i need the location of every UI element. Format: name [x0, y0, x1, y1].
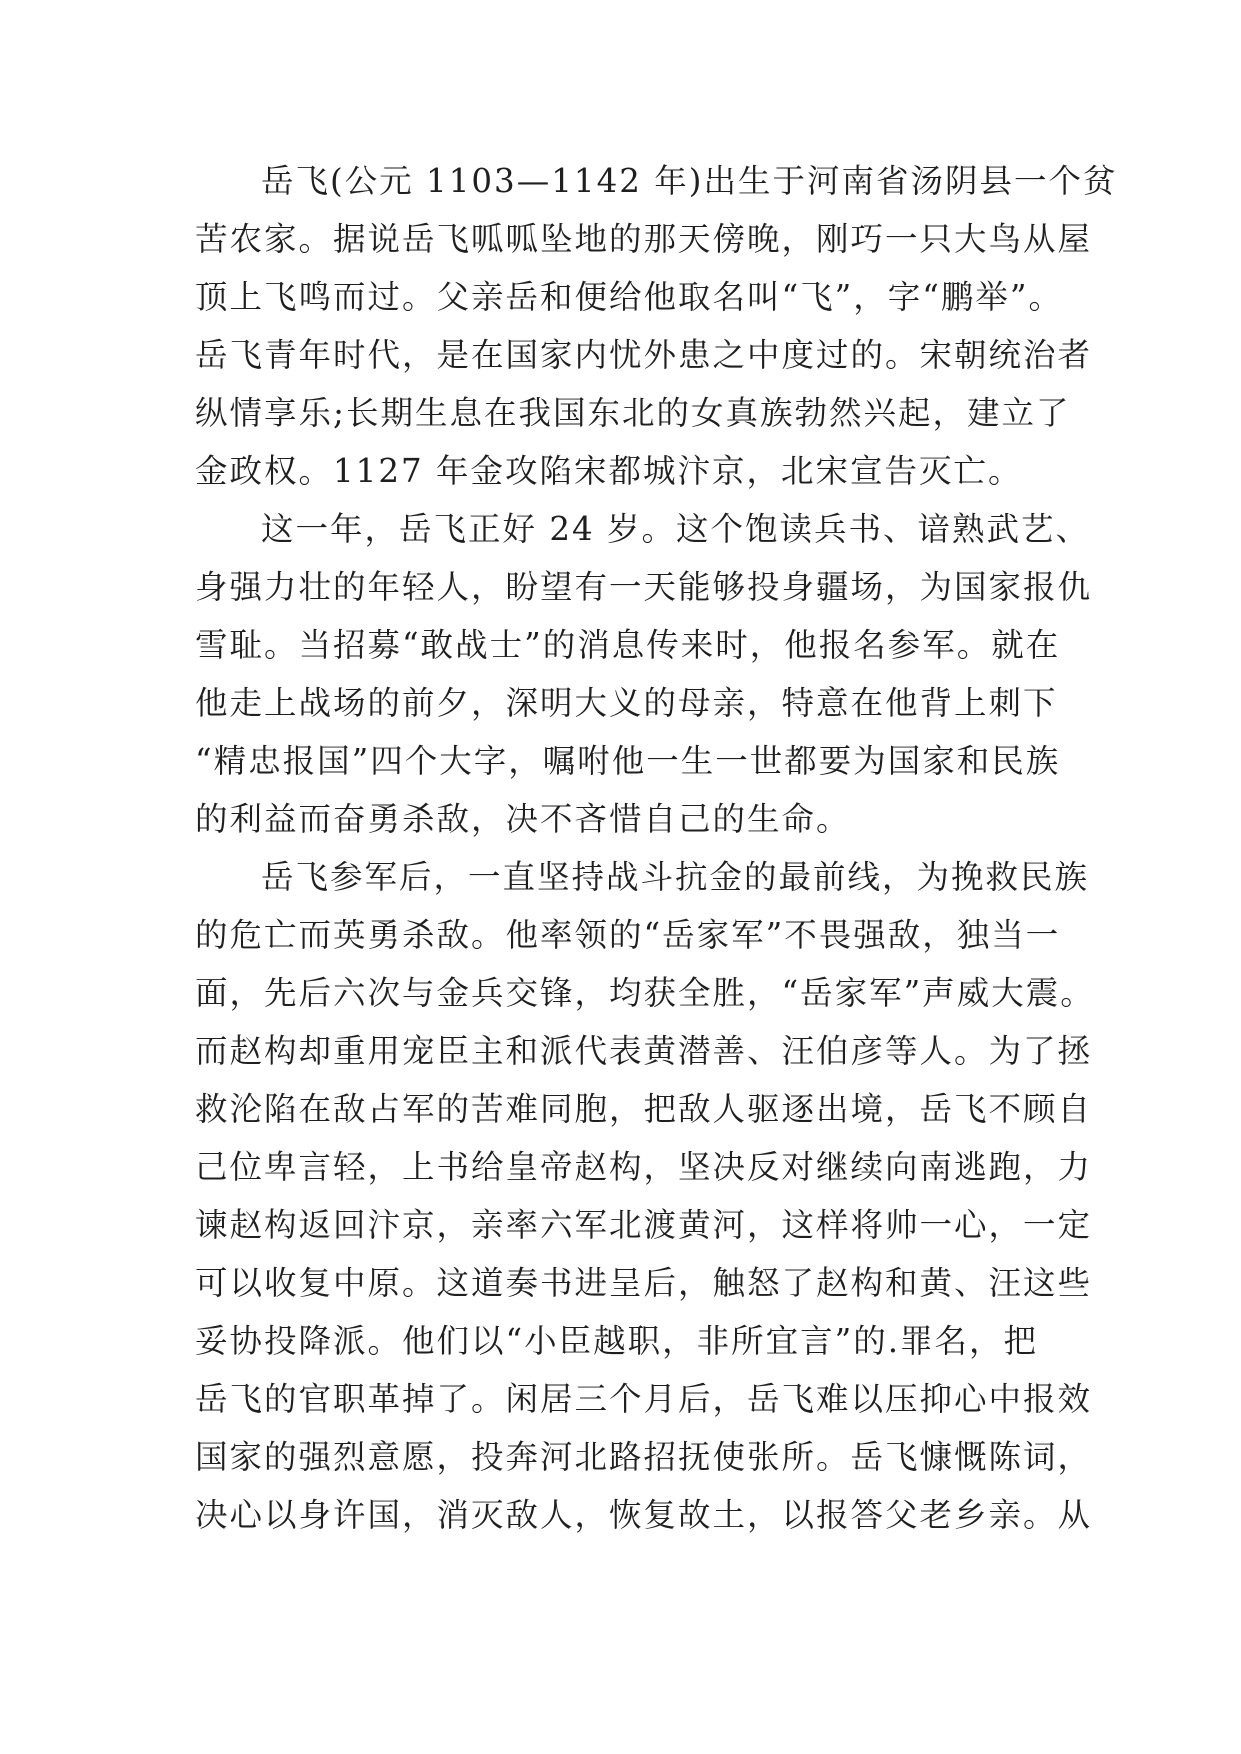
paragraph-line: 妥协投降派。他们以“小臣越职，非所宜言”的.罪名，把: [195, 1322, 1039, 1360]
paragraph-line: 身强力壮的年轻人，盼望有一天能够投身疆场，为国家报仇: [195, 568, 1093, 606]
paragraph-line: 的利益而奋勇杀敌，决不吝惜自己的生命。: [195, 800, 851, 838]
paragraph-line: 而赵构却重用宠臣主和派代表黄潜善、汪伯彦等人。为了拯: [195, 1032, 1093, 1070]
paragraph-line: 苦农家。据说岳飞呱呱坠地的那天傍晚，刚巧一只大鸟从屋: [195, 220, 1093, 258]
paragraph-line: 面，先后六次与金兵交锋，均获全胜，“岳家军”声威大震。: [195, 974, 1095, 1012]
paragraph-line: “精忠报国”四个大字，嘱咐他一生一世都要为国家和民族: [195, 742, 1061, 780]
paragraph-line: 救沦陷在敌占军的苦难同胞，把敌人驱逐出境，岳飞不顾自: [195, 1090, 1093, 1128]
paragraph-line: 岳飞(公元 1103—1142 年)出生于河南省汤阴县一个贫: [261, 162, 1118, 200]
paragraph-line: 岳飞参军后，一直坚持战斗抗金的最前线，为挽救民族: [261, 858, 1090, 896]
paragraph-line: 岳飞的官职革掉了。闲居三个月后，岳飞难以压抑心中报效: [195, 1380, 1093, 1418]
paragraph-line: 顶上飞鸣而过。父亲岳和便给他取名叫“飞”，字“鹏举”。: [195, 278, 1063, 316]
paragraph-line: 国家的强烈意愿，投奔河北路招抚使张所。岳飞慷慨陈词，: [195, 1438, 1093, 1476]
paragraph-line: 谏赵构返回汴京，亲率六军北渡黄河，这样将帅一心，一定: [195, 1206, 1093, 1244]
paragraph-line: 己位卑言轻，上书给皇帝赵构，坚决反对继续向南逃跑，力: [195, 1148, 1093, 1186]
paragraph-line: 他走上战场的前夕，深明大义的母亲，特意在他背上刺下: [195, 684, 1058, 722]
paragraph-line: 雪耻。当招募“敢战士”的消息传来时，他报名参军。就在: [195, 626, 1061, 664]
paragraph-line: 可以收复中原。这道奏书进呈后，触怒了赵构和黄、汪这些: [195, 1264, 1093, 1302]
paragraph-line: 的危亡而英勇杀敌。他率领的“岳家军”不畏强敌，独当一: [195, 916, 1061, 954]
document-body: [195, 152, 1118, 1544]
paragraph-line: 金政权。1127 年金攻陷宋都城汴京，北宋宣告灭亡。: [195, 452, 1023, 490]
paragraph-line: 这一年，岳飞正好 24 岁。这个饱读兵书、谙熟武艺、: [261, 510, 1091, 548]
paragraph-line: 决心以身许国，消灭敌人，恢复故土，以报答父老乡亲。从: [195, 1496, 1093, 1534]
paragraph-line: 岳飞青年时代，是在国家内忧外患之中度过的。宋朝统治者: [195, 336, 1093, 374]
paragraph-line: 纵情享乐;长期生息在我国东北的女真族勃然兴起，建立了: [195, 394, 1071, 432]
